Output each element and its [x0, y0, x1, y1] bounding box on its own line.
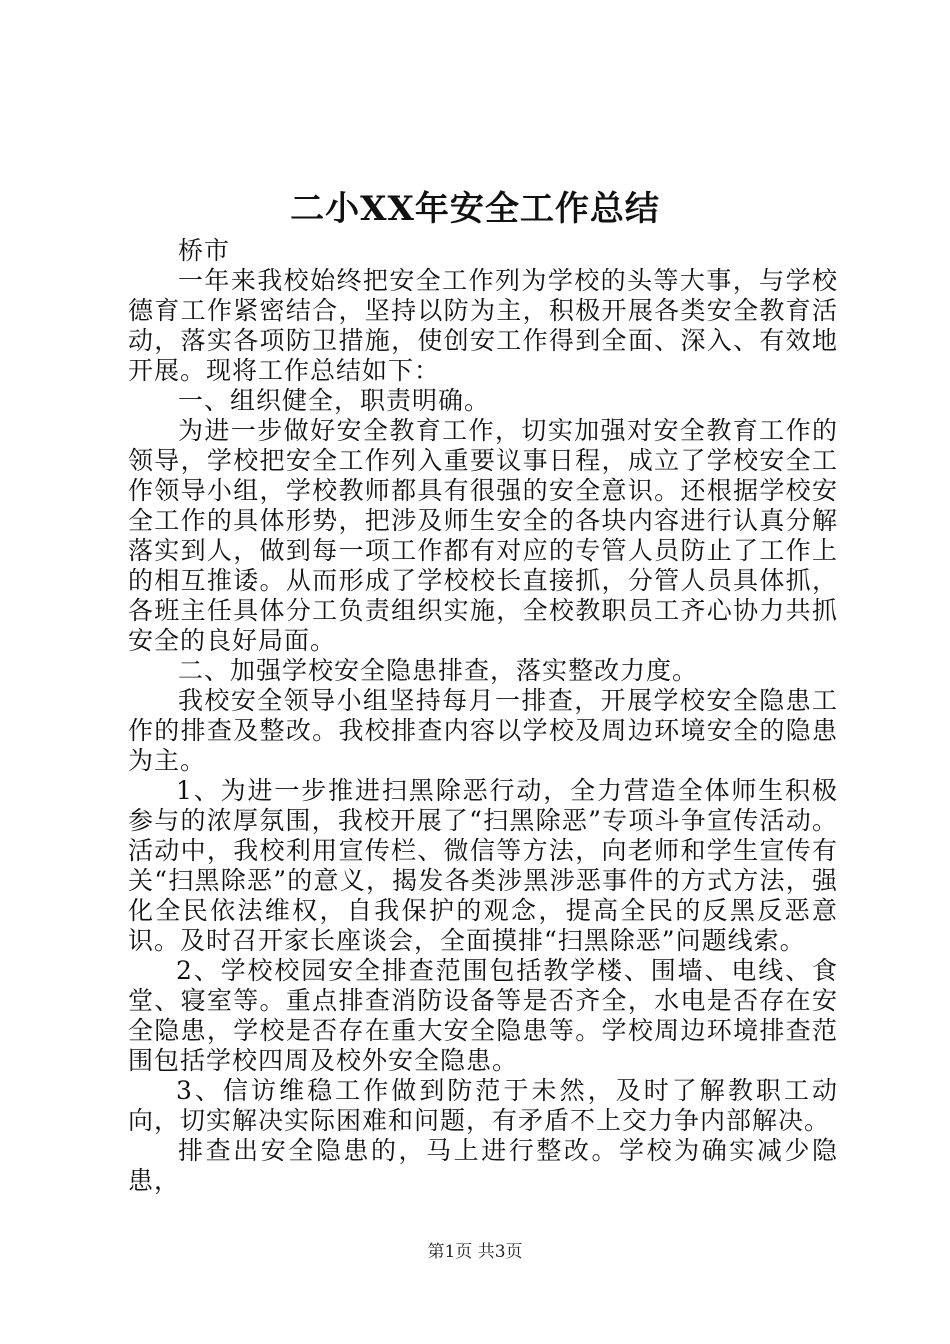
list-item-2: 2、学校校园安全排查范围包括教学楼、围墙、电线、食堂、寝室等。重点排查消防设备等是否齐全，水电是否存在安全隐患，学校是否存在重大安全隐患等。学校周边环境排查范围包括学校四周及校外安全隐患。	[128, 956, 838, 1075]
section-heading-2: 二、加强学校安全隐患排查，落实整改力度。	[178, 656, 699, 685]
paragraph-location: 桥市	[178, 236, 231, 265]
page-number-footer: 第1页 共3页	[427, 1242, 523, 1262]
paragraph-rectification: 排查出安全隐患的，马上进行整改。学校为确实减少隐患，	[128, 1136, 838, 1195]
paragraph-inspection: 我校安全领导小组坚持每月一排查，开展学校安全隐患工作的排查及整改。我校排查内容以学校及周边环境安全的隐患为主。	[128, 686, 838, 775]
list-item-3: 3、信访维稳工作做到防范于未然，及时了解教职工动向，切实解决实际困难和问题，有矛盾不上交力争内部解决。	[128, 1076, 838, 1135]
paragraph-organization: 为进一步做好安全教育工作，切实加强对安全教育工作的领导，学校把安全工作列入重要议事日程，成立了学校安全工作领导小组，学校教师都具有很强的安全意识。还根据学校安全工作的具体形势，把涉及师生安全的各块内容进行认真分解落实到人，做到每一项工作都有对应的专管人员防止了工作上的相互推诿。从而形成了学校校长直接抓，分管人员具体抓，各班主任具体分工负责组织实施，全校教职员工齐心协力共抓安全的良好局面。	[128, 416, 838, 655]
document-title: 二小XX年安全工作总结	[290, 189, 660, 229]
list-item-1: 1、为进一步推进扫黑除恶行动，全力营造全体师生积极参与的浓厚氛围，我校开展了“扫黑除恶”专项斗争宣传活动。活动中，我校利用宣传栏、微信等方法，向老师和学生宣传有关“扫黑除恶”的意义，揭发各类涉黑涉恶事件的方式方法，强化全民依法维权，自我保护的观念，提高全民的反黑反恶意识。及时召开家长座谈会，全面摸排“扫黑除恶”问题线索。	[128, 776, 838, 955]
document-body	[128, 236, 838, 1196]
paragraph-intro: 一年来我校始终把安全工作列为学校的头等大事，与学校德育工作紧密结合，坚持以防为主，积极开展各类安全教育活动，落实各项防卫措施，使创安工作得到全面、深入、有效地开展。现将工作总结如下：	[128, 266, 838, 385]
section-heading-1: 一、组织健全，职责明确。	[178, 386, 491, 415]
